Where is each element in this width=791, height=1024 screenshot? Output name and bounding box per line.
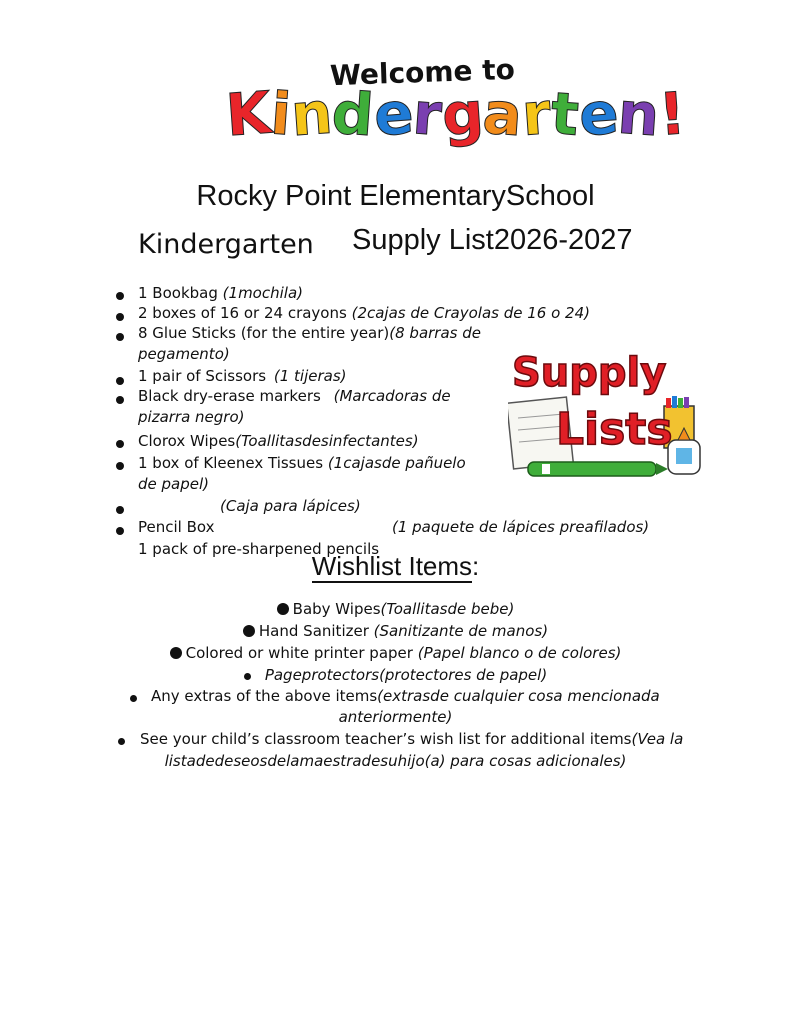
logo-letter: e <box>371 78 416 150</box>
wishlist-item: See your child’s classroom teacher’s wish list for additional items(Vea la <box>140 730 684 748</box>
kindergarten-logo <box>223 78 689 150</box>
logo-letter: n <box>615 78 662 150</box>
wishlist-title: Wishlist Items: <box>311 551 480 581</box>
list-item: (Caja para lápices) <box>220 497 361 515</box>
logo-letter: n <box>288 78 335 150</box>
bullet <box>116 440 124 448</box>
welcome-to-logo: Welcome to <box>329 52 516 93</box>
list-item-continued: 1 pack of pre-sharpened pencils <box>138 540 380 558</box>
wishlist-item: Any extras of the above items(extrasde cualquier cosa mencionada <box>151 687 660 705</box>
list-item: 1 box of Kleenex Tissues (1cajasde pañuelo <box>138 454 466 472</box>
supply-art-word1: Supply <box>512 350 667 396</box>
bullet <box>116 377 124 385</box>
logo-letter: t <box>548 79 581 149</box>
wishlist-item-continued: anteriormente) <box>338 708 453 726</box>
supply-art-word2: Lists <box>556 404 673 455</box>
list-item: Pencil Box <box>138 518 215 536</box>
logo-letter: d <box>329 78 376 150</box>
list-item-continued: de papel) <box>138 475 210 493</box>
logo-letter: g <box>439 78 486 150</box>
logo-letter: a <box>480 78 525 150</box>
list-item: Clorox Wipes(Toallitasdesinfectantes) <box>138 432 419 450</box>
bullet <box>243 625 255 637</box>
list-item: 1 Bookbag (1mochila) <box>138 284 303 302</box>
school-title: Rocky Point ElementarySchool <box>196 180 595 212</box>
supply-list-title: Supply List2026-2027 <box>352 224 633 256</box>
bullet <box>116 527 124 535</box>
bullet <box>170 647 182 659</box>
list-item: Black dry-erase markers (Marcadoras de <box>138 387 451 405</box>
logo-letter: e <box>576 78 621 150</box>
list-item: 1 pair of Scissors (1 tijeras) <box>138 367 347 385</box>
bullet <box>118 738 125 745</box>
logo-letter: i <box>268 79 294 149</box>
bullet <box>116 313 124 321</box>
logo-letter: r <box>410 79 444 149</box>
bullet <box>116 396 124 404</box>
bullet <box>116 506 124 514</box>
bullet <box>116 292 124 300</box>
logo-letter: ! <box>656 79 689 149</box>
grade-title: Kindergarten <box>138 229 314 260</box>
wishlist-item: Colored or white printer paper (Papel blanco o de colores) <box>0 642 791 664</box>
list-item: 8 Glue Sticks (for the entire year)(8 barras de <box>138 324 482 342</box>
bullet <box>244 673 251 680</box>
bullet <box>277 603 289 615</box>
list-item-continued: pizarra negro) <box>138 408 245 426</box>
list-item-continued: pegamento) <box>138 345 230 363</box>
bullet <box>116 333 124 341</box>
bullet <box>130 695 137 702</box>
wishlist-item: Hand Sanitizer (Sanitizante de manos) <box>0 620 791 642</box>
list-item-translation: (1 paquete de lápices preafilados) <box>392 518 650 536</box>
list-item: 2 boxes of 16 or 24 crayons (2cajas de Crayolas de 16 o 24) <box>138 304 590 322</box>
wishlist-item-continued: listadedeseosdelamaestradesuhijo(a) para cosas adicionales) <box>164 752 627 770</box>
bullet <box>116 462 124 470</box>
wishlist-item: Baby Wipes(Toallitasde bebe) <box>0 598 791 620</box>
logo-letter: K <box>223 78 274 150</box>
logo-letter: r <box>519 79 554 149</box>
marker-icon <box>528 462 668 476</box>
supply-lists-clipart <box>508 340 708 490</box>
wishlist-item: Pageprotectors(protectores de papel) <box>0 664 791 686</box>
